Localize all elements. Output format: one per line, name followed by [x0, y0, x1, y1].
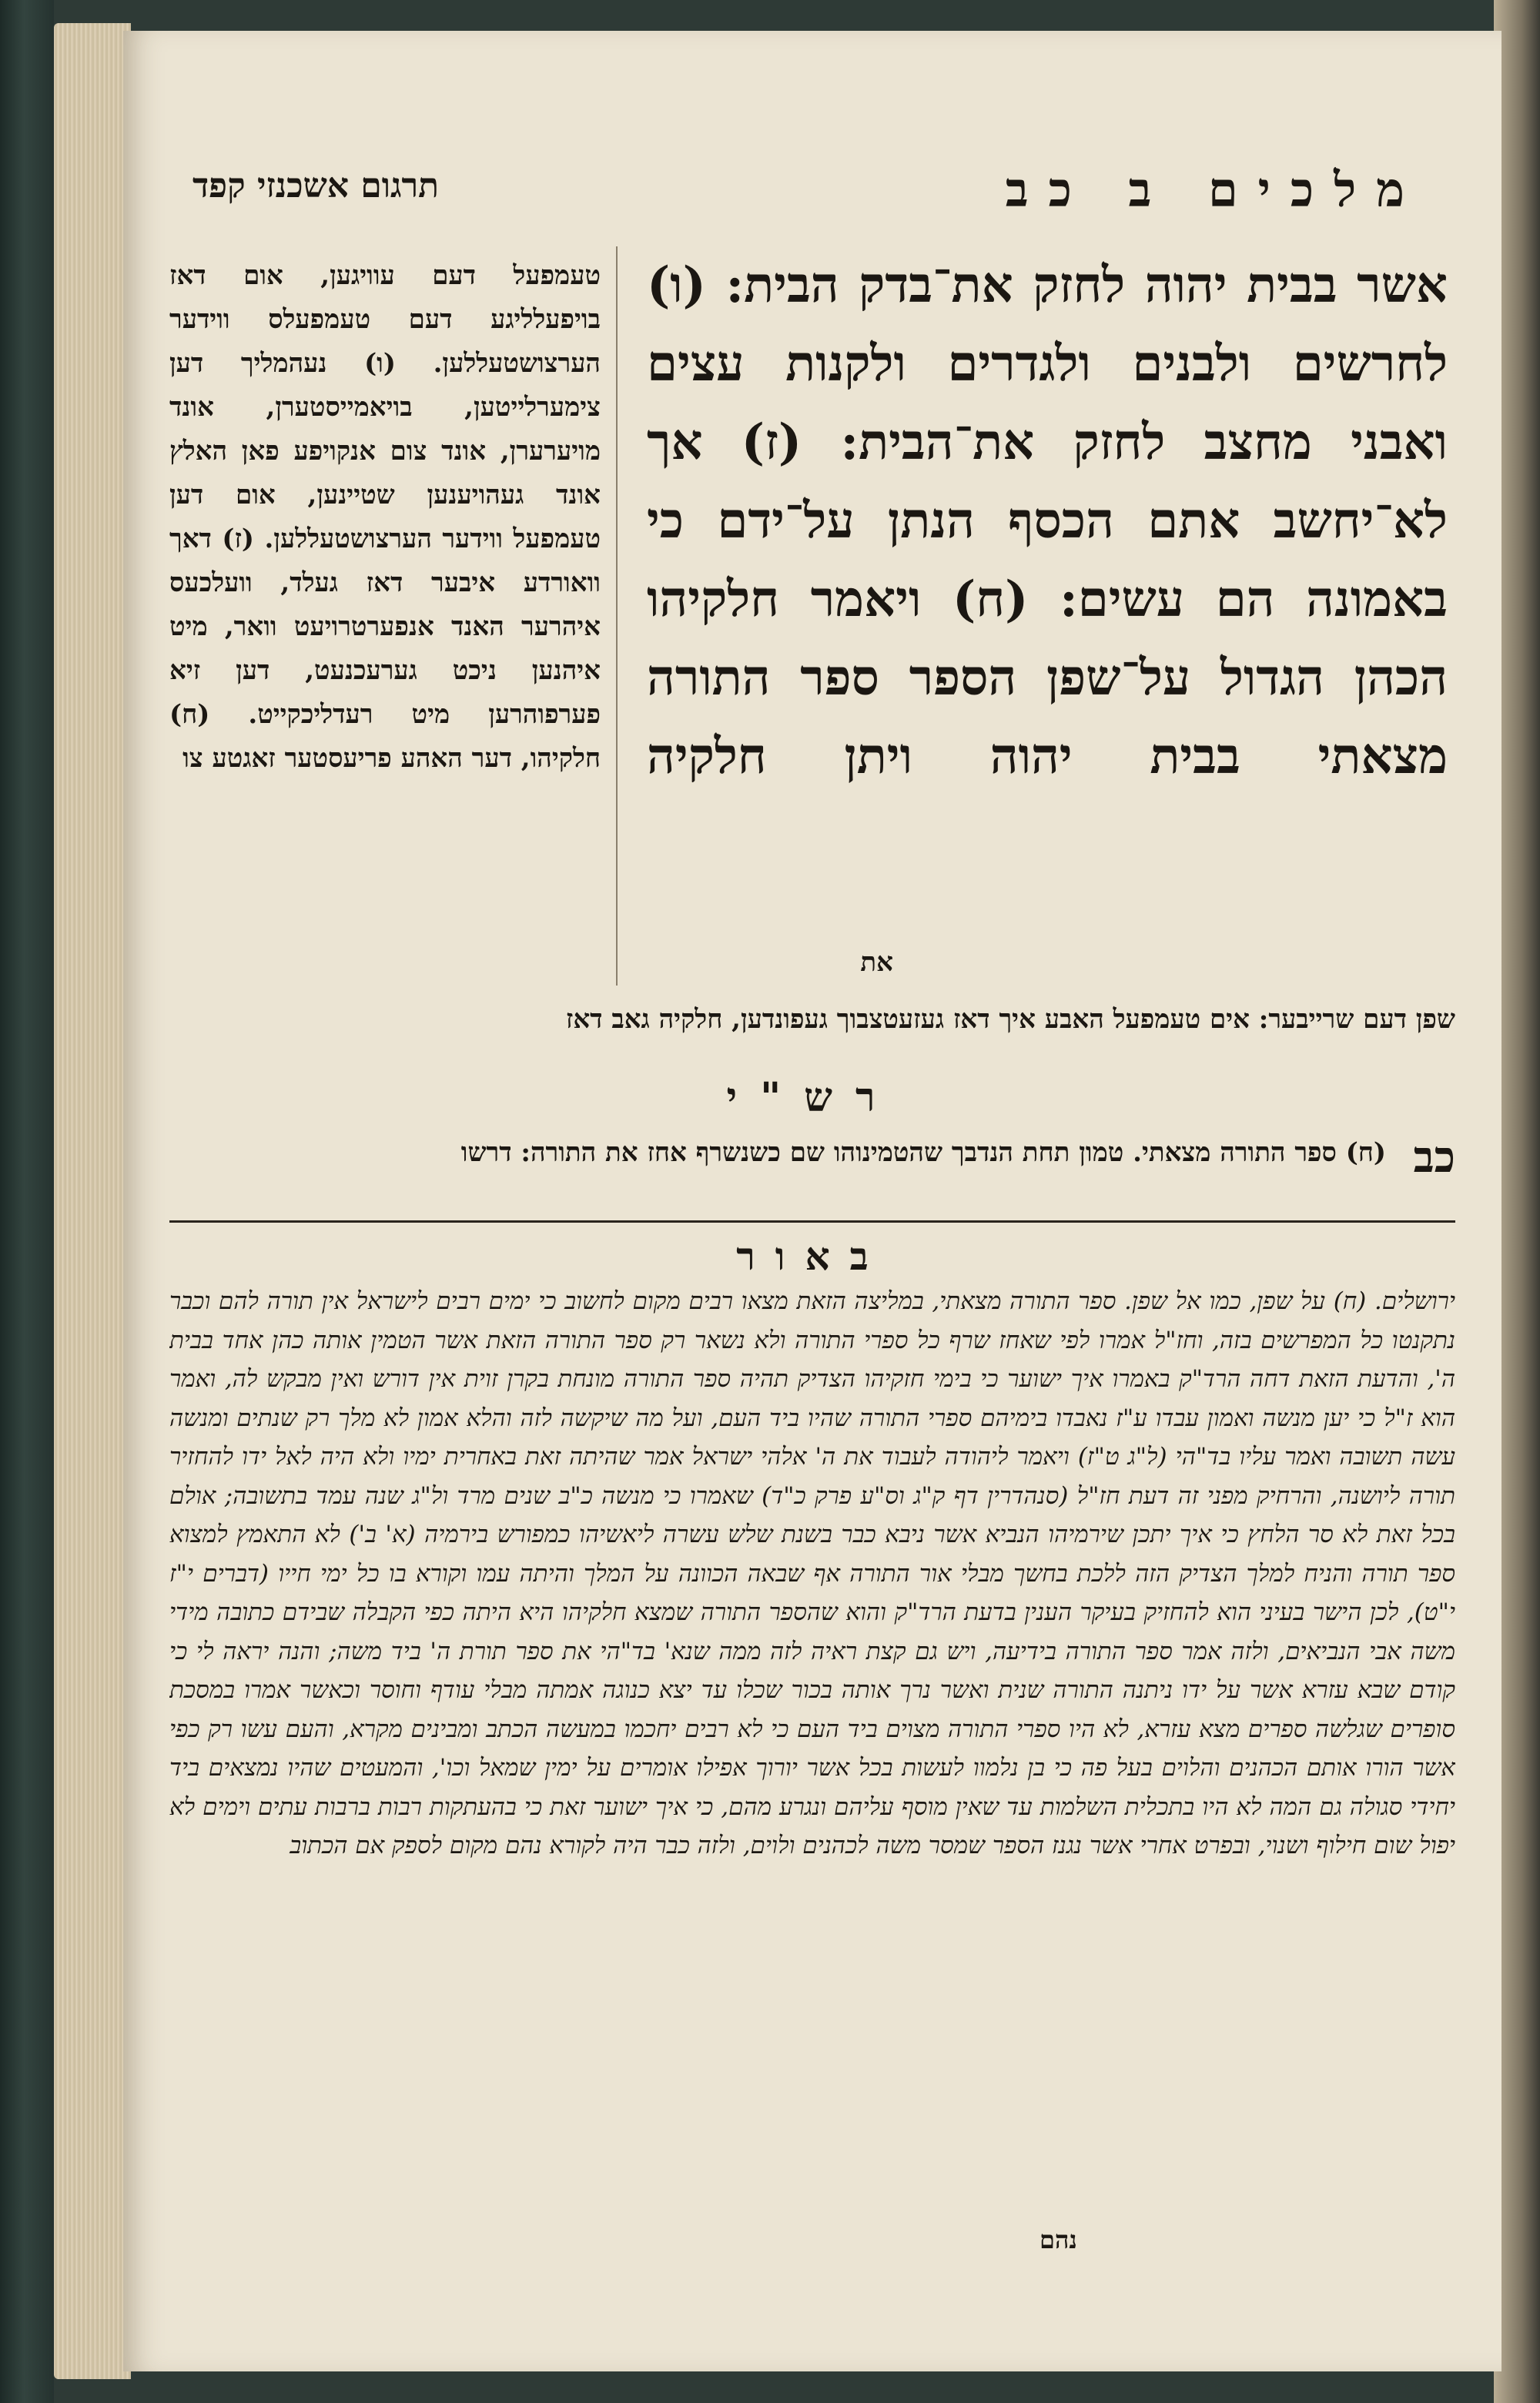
section-divider	[169, 1220, 1455, 1223]
targum-page-title: תרגום אשכנזי קפד	[192, 166, 439, 206]
biur-heading: באור	[736, 1233, 889, 1279]
rashi-commentary: (ח) ספר התורה מצאתי. טמון תחת הנדבך שהטמינוהו שם כשנשרף אחז את התורה: דרשו	[460, 1137, 1386, 1168]
main-catchword: את	[860, 947, 893, 978]
rashi-heading: רש"י	[726, 1074, 899, 1121]
column-divider	[616, 246, 618, 986]
targum-continuation: שפן דעם שרייבער: אים טעמפעל האבע איך דאז געזעטצבוך געפונדען, חלקיה גאב דאז	[565, 1004, 1455, 1035]
book-page	[123, 31, 1502, 2371]
yiddish-targum-column: טעמפעל דעם עוויגען, אום דאז בויפעלליגע דעם טעמפעלס ווידער הערצושטעללען. (ו) נעהמליך דען צימערלייטען, בויאמייסטערן, אונד מויערערן, אונד צום אנקויפע פאן האלץ אונד געהויענען שטיינען, אום דען טעמפעל ווידער הערצושטעללען. (ז) דאך וואורדע איבער דאז געלד, וועלכעס איהרער האנד אנפערטרויעט וואר, מיט איהנען ניכט גערעכנעט, דען זיא פערפוהרען מיט רעדליכקייט. (ח) חלקיהו, דער האהע פריעסטער זאגטע צו	[169, 260, 601, 774]
biur-commentary: ירושלים. (ח) על שפן, כמו אל שפן. ספר התורה מצאתי, במליצה הזאת מצאו רבים מקום לחשוב כי ימים רבים לישראל אין תורה להם וכבר נתקנטו כל המפרשים בזה, וחז"ל אמרו לפי שאחז שרף כל ספרי התורה ולא נשאר רק ספר התורה הזאת אשר הטמין אותה כהן אחד בבית ה', והדעת הזאת דחה הרד"ק באמרו איך ישוער כי בימי חזקיהו הצדיק תהיה ספר התורה מונחת בקרן זוית אין דורש ואין מבקש לה, ואמר הוא ז"ל כי יען מנשה ואמון עבדו ע"ז נאבדו בימיהם ספרי התורה שהיו ביד העם, ועל מה שיקשה לזה והלא אמון לא מלך רק שנתים ומנשה עשה תשובה ואמר עליו בד"הי (ל"ג ט"ז) ויאמר ליהודה לעבוד את ה' אלהי ישראל אמר שהיתה זאת באחרית ימיו ולא היה לאל ידו להחזיר תורה ליושנה, והרחיק מפני זה דעת חז"ל (סנהדרין דף ק"ג וס"ע פרק כ"ד) שאמרו כי מנשה כ"ב שנים מרד ול"ג שנה עמד בתשובה; אולם בכל זאת לא סר הלחץ כי איך יתכן שירמיהו הנביא אשר ניבא כבר בשנת שלש עשרה ליאשיהו כמפורש בירמיה (א' ב') לא התאמץ למצוא ספר תורה והניח למלך הצדיק הזה ללכת בחשך מבלי אור התורה אף שבאה הכוונה על המלך והיתה עמו וקורא בו כל ימי חייו (דברים י"ז י"ט), לכן הישר בעיני הוא להחזיק בעיקר הענין בדעת הרד"ק והוא שהספר התורה שמצא חלקיהו היא היתה כפי הקבלה שבידם כתובה מידי משה אבי הנביאים, ולזה אמר ספר התורה בידיעה, ויש גם קצת ראיה לזה ממה שנא' בד"הי את ספר תורת ה' ביד משה; והנה יראה לי כי קודם שבא עזרא אשר על ידו ניתנה התורה שנית ואשר נרך אותה בכור שכלו עד יצא כנוגה אמתה מבלי עודף וחוסר וכאשר אמרו במסכת סופרים שגלשה ספרים מצא עזרא, לא היו ספרי התורה מצוים ביד העם כי לא רבים יחכמו במעשה הכתב ומבינים מקרא, והעם עשו רק כפי אשר הורו אותם הכהנים והלוים בעל פה כי בן נלמוו לעשות בכל אשר יורוך אפילו אומרים על ימין שמאל וכו', והמעטים שהיו נמצאים ביד יחידי סגולה גם המה לא היו בתכלית השלמות עד שאין מוסף עליהם ונגרע מהם, כי איך ישוער זאת כי בהעתקות רבות ברבות עתים וימים לא יפול שום חילוף ושנוי, ובפרט אחרי אשר נגנז הספר שמסר משה לכהנים ולוים, ולזה כבר היה לקורא נהם מקום לספק אם הכתוב	[169, 1287, 1455, 1859]
main-hebrew-text: אשר בבית יהוה לחזק את־בדק הבית: (ו) לחרשים ולבנים ולגדרים ולקנות עצים ואבני מחצב לחזק את־הבית: (ז) אך לא־יחשב אתם הכסף הנתן על־ידם כי באמונה הם עשים: (ח) ויאמר חלקיהו הכהן הגדול על־שפן הספר ספר התורה מצאתי בבית יהוה ויתן חלקיה	[647, 256, 1448, 785]
biur-catchword: נהם	[1040, 2225, 1077, 2254]
book-cover-edge	[0, 0, 54, 2403]
running-header	[169, 162, 1455, 231]
page-stack-edges	[54, 23, 131, 2379]
rashi-chapter-number: כב	[1413, 1132, 1455, 1183]
book-chapter-title: מלכים ב כב	[1005, 162, 1424, 218]
